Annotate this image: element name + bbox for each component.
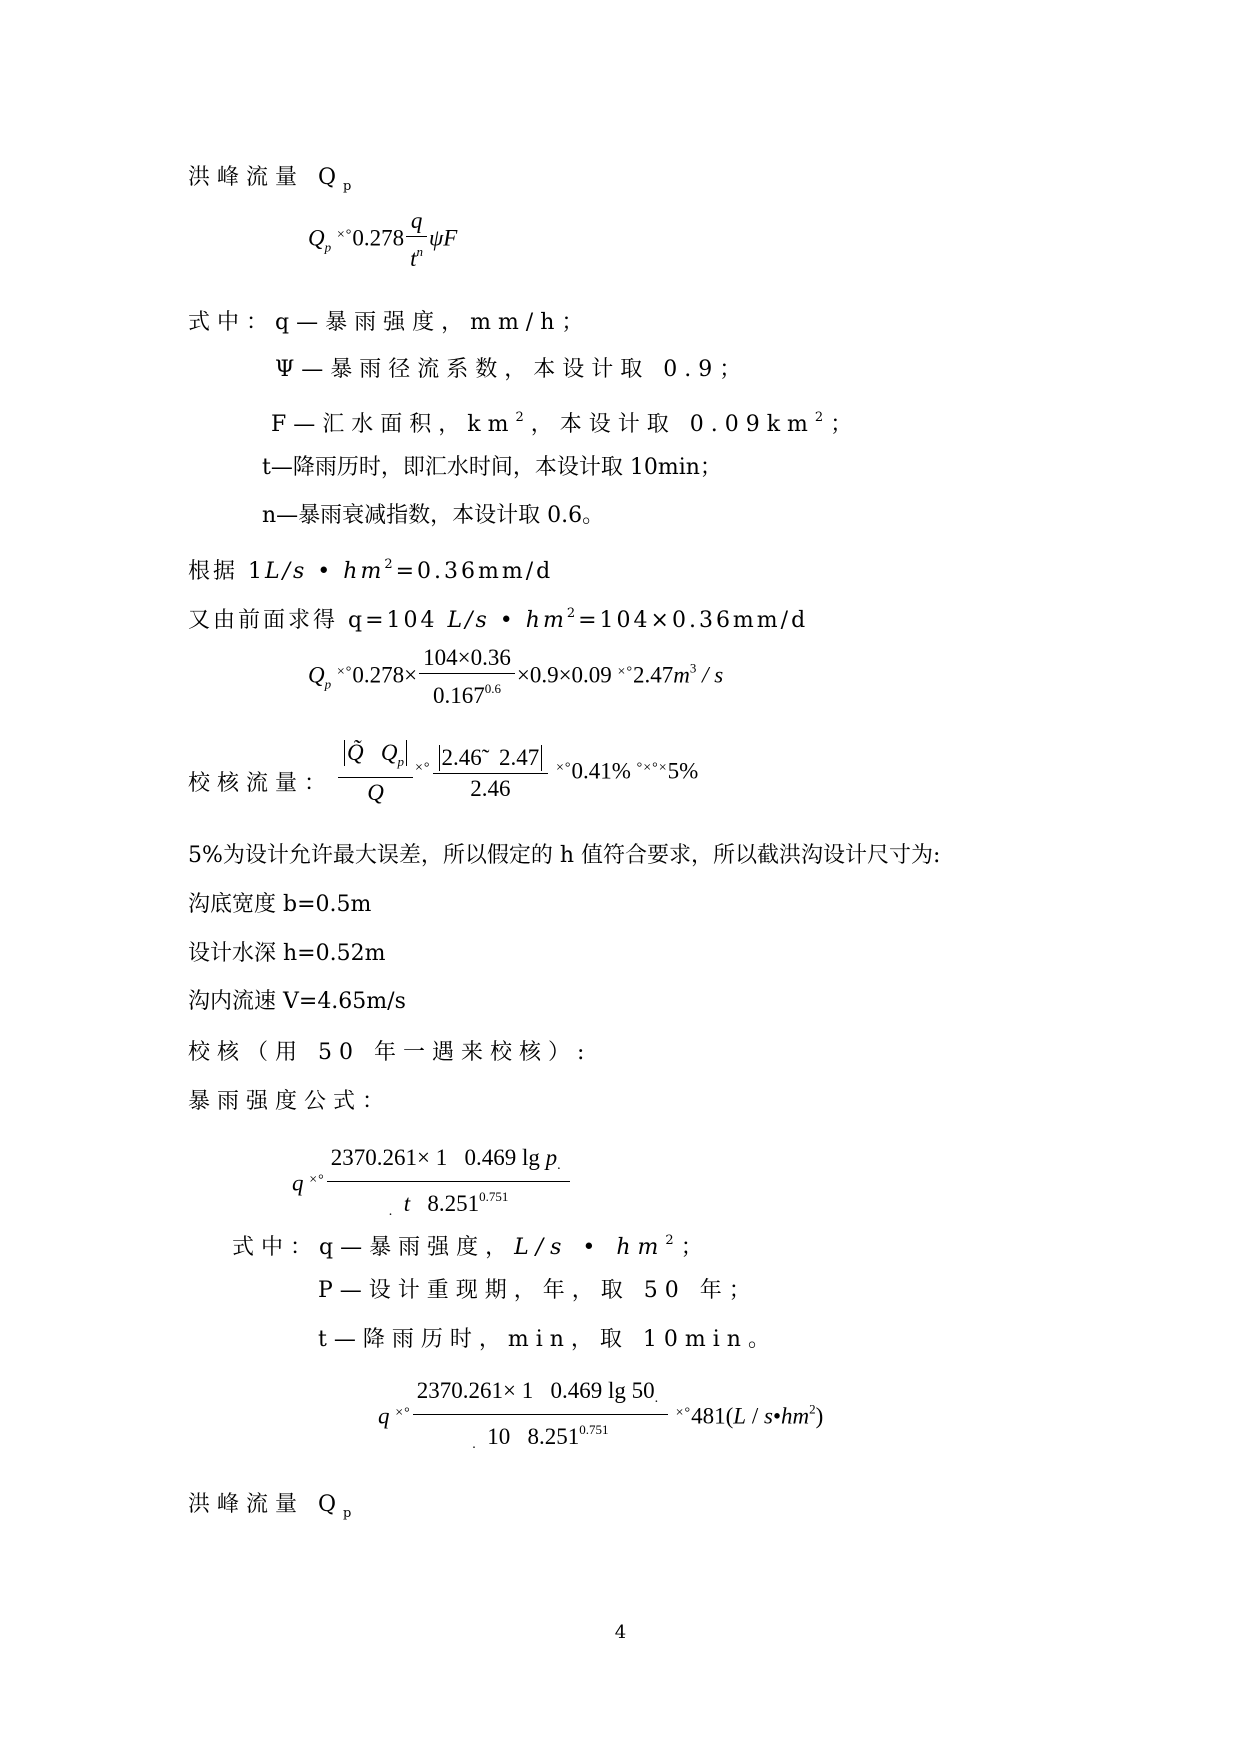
def-psi: Ψ—暴雨径流系数，本设计取 0.9；: [275, 357, 749, 382]
def-p: P—设计重现期，年，取 50 年；: [318, 1278, 758, 1303]
eq1-fraction: [406, 208, 427, 272]
eq1-lhs-sub: p: [324, 239, 332, 255]
eq4-fraction: $\frac{\text{2370.261× 1 0.469 lg p.}}{. t 8.251^{0.751}}$: [327, 1145, 571, 1225]
flow-velocity: 沟内流速 V=4.65m/s: [188, 989, 406, 1014]
def-n: n—暴雨衰减指数，本设计取 0.6。: [262, 503, 605, 528]
check-flow-label: 校核流量：: [188, 771, 334, 796]
intensity-result: 又由前面求得 q=104 L/s • $hm^2=104\times 0.36mm/d$: [188, 606, 809, 633]
eq1-coef: 0.278: [352, 225, 405, 251]
def-t: t—降雨历时，即汇水时间，本设计取 10min；: [262, 455, 722, 480]
eq5-fraction: $\frac{2370.261\times 1 0.469 \lg 50.}{. 10 8.251^{0.751}}$: [413, 1378, 668, 1458]
def-t-2: t—降雨历时，min，取 10min。: [318, 1327, 777, 1352]
heading-text: 洪峰流量 Q: [188, 165, 344, 190]
heading-flood-peak-2: 洪峰流量 $Q_p$: [188, 1492, 359, 1521]
eq2-fraction: $\frac{104\times 0.36}{0.167^{0.6}}$: [419, 645, 515, 709]
formula-flood-calc: $Q_p$ ×°0.278× $\frac{104\times 0.36}{0.167^{0.6}}$ ×0.9×0.09 $^{\times^\circ}2.47m^3$ / s: [308, 645, 724, 708]
check-50yr-heading: 校核（用 50 年一遇来校核）:: [188, 1040, 592, 1065]
heading-flood-peak: [188, 165, 358, 200]
heading-sub: p: [343, 179, 359, 194]
formula-rain-intensity: q ×° $\frac{\text{2370.261× 1 0.469 lg p.}}{. t 8.251^{0.751}}$: [292, 1145, 572, 1225]
def-q: 式中：q—暴雨强度，mm/h；: [188, 310, 591, 335]
eq3-fraction-2: $\frac{2.46̃ 2.47}{2.46}$: [433, 745, 549, 802]
formula-check-flow: $\frac{Q̃ Q_p}{Q}$ ×° $\frac{2.46̃ 2.47}{2.46}$ ×°0.41% °×°×5%: [336, 740, 698, 806]
page-number: 4: [614, 1622, 627, 1643]
eq1-den: $t^n$: [410, 244, 424, 271]
unit-conversion: 根据 1L/s • $hm^2=0.36mm/d$: [188, 557, 554, 584]
design-depth: 设计水深 h=0.52m: [188, 941, 386, 966]
eq1-lhs: Q: [308, 225, 325, 251]
eq3-fraction-1: $\frac{Q̃ Q_p}{Q}$: [338, 740, 413, 806]
rain-formula-heading: 暴雨强度公式：: [188, 1089, 392, 1114]
conclusion-text: 5%为设计允许最大误差，所以假定的 h 值符合要求，所以截洪沟设计尺寸为:: [188, 843, 941, 868]
formula-rain-50yr: q ×° $\frac{2370.261\times 1 0.469 \lg 50.}{. 10 8.251^{0.751}}$ $^{\times^\circ}481(L / s•hm^2)$: [378, 1378, 823, 1458]
eq1-glyph: ×°: [336, 227, 353, 243]
def-f: F—汇水面积，$km^2$，本设计取 $0.09km^2$；: [271, 410, 860, 437]
formula-flood-peak: [308, 208, 457, 272]
bottom-width: 沟底宽度 b=0.5m: [188, 892, 372, 917]
eq1-tail: ψF: [429, 225, 458, 251]
eq1-num: q: [406, 208, 427, 237]
def-q-2: 式中：q—暴雨强度，L/s • $hm^2$；: [232, 1233, 710, 1260]
